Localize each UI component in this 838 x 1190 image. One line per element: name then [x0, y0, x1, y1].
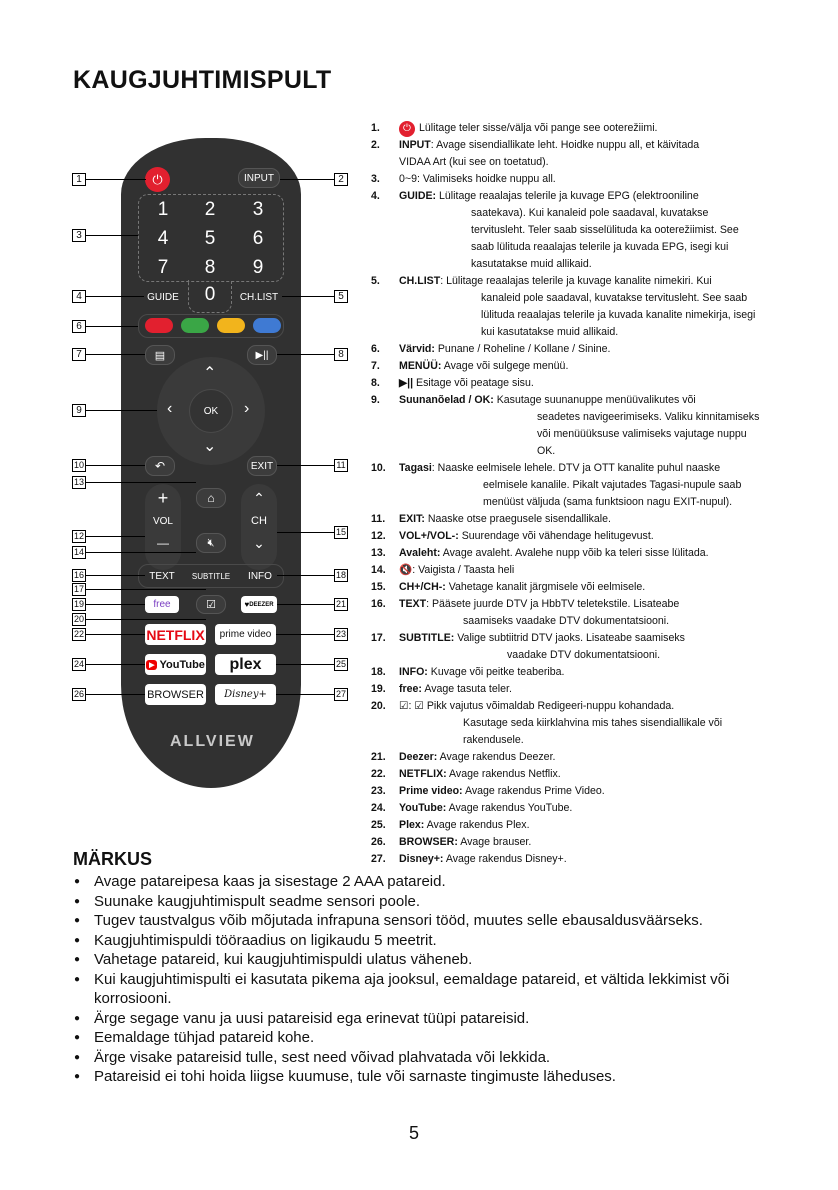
back-button[interactable]: ↶: [145, 456, 175, 476]
item-number: 20.: [371, 700, 386, 712]
note-item: [73, 950, 773, 970]
item-number: 12.: [371, 530, 386, 542]
mute-button[interactable]: 🔇︎: [196, 533, 226, 553]
youtube-label: YouTube: [159, 658, 205, 671]
page-title: KAUGJUHTIMISPULT: [73, 66, 332, 94]
list-item: [371, 630, 771, 664]
item-continuation: kasutatakse muid allikaid.: [471, 258, 592, 270]
list-item: [371, 766, 771, 783]
netflix-button[interactable]: NETFLIX: [145, 624, 206, 645]
note-item: [73, 1009, 773, 1029]
list-item: [371, 851, 771, 868]
callout-line: [277, 354, 334, 355]
callout-19: 19: [73, 599, 84, 609]
callout-27: 27: [335, 689, 346, 699]
list-item: [371, 562, 771, 579]
prime-video-button[interactable]: prime video: [215, 624, 276, 645]
callout-line: [86, 604, 145, 605]
callout-line: [282, 296, 334, 297]
deezer-label: DEEZER: [249, 601, 274, 608]
callout-line: [86, 619, 206, 620]
item-text: [399, 545, 709, 562]
item-description: : Naaske eelmisele lehele. DTV ja OTT kanalite puhul naaske: [431, 462, 721, 474]
right-arrow-icon[interactable]: ›: [244, 400, 250, 417]
item-label: EXIT:: [399, 513, 425, 525]
item-description: Avage brauser.: [457, 836, 532, 848]
digit-8-button[interactable]: 8: [204, 257, 216, 278]
item-description: Lülitage teler sisse/välja või pange see ooterežiimi.: [419, 122, 658, 134]
item-number: 8.: [371, 377, 380, 389]
bullet-icon: ●: [74, 876, 81, 887]
digit-3-button[interactable]: 3: [252, 199, 264, 220]
item-continuation: tervitusleht. Teler saab sisselülituda ka ooterežiimist. See: [471, 224, 739, 236]
list-item: [371, 800, 771, 817]
callout-5: 5: [334, 290, 348, 303]
button-descriptions-list: [371, 120, 771, 868]
item-continuation: kanaleid pole saadaval, kuvatakse tervitusleht. See saab: [481, 292, 748, 304]
note-item: [73, 1048, 773, 1068]
ch-up-icon[interactable]: ⌃: [253, 489, 265, 506]
item-continuation: menüüst väljuda (sama funktsioon nagu EXIT-nupul).: [483, 496, 733, 508]
note-item: [73, 872, 773, 892]
item-text: [399, 749, 555, 766]
callout-line: [86, 575, 145, 576]
item-continuation: või menüüüksuse valimiseks vajutage nuppu: [537, 428, 747, 440]
item-text: [399, 375, 534, 392]
item-description: Punane / Roheline / Kollane / Sinine.: [434, 343, 611, 355]
callout-line: [277, 604, 334, 605]
callout-line: [86, 536, 145, 537]
bullet-icon: ●: [74, 973, 81, 985]
item-number: 9.: [371, 394, 380, 406]
item-number: 3.: [371, 173, 380, 185]
item-label: Avaleht:: [399, 547, 441, 559]
item-label: Disney+:: [399, 853, 444, 865]
list-item: [371, 783, 771, 800]
ok-button[interactable]: OK: [189, 389, 233, 433]
edit-button[interactable]: ☑: [196, 595, 226, 614]
item-label: NETFLIX:: [399, 768, 447, 780]
callout-16: 16: [73, 570, 84, 580]
list-item: [371, 392, 771, 460]
item-text: [399, 766, 561, 783]
info-button[interactable]: INFO: [248, 570, 272, 582]
left-arrow-icon[interactable]: ‹: [167, 400, 173, 417]
item-number: 24.: [371, 802, 386, 814]
list-item: [371, 460, 771, 511]
item-text: [399, 137, 699, 171]
list-item: [371, 579, 771, 596]
item-number: 1.: [371, 122, 380, 134]
menu-button[interactable]: ▤: [145, 345, 175, 365]
home-button[interactable]: ⌂: [196, 488, 226, 508]
callout-line: [276, 694, 334, 695]
note-text: Vahetage patareid, kui kaugjuhtimispuldi ulatus väheneb.: [94, 951, 473, 968]
item-text: [399, 851, 567, 868]
item-continuation: vaadake DTV dokumentatsiooni.: [507, 649, 661, 661]
blue-button[interactable]: [253, 318, 281, 333]
plex-button[interactable]: plex: [215, 654, 276, 675]
digit-2-button[interactable]: 2: [204, 199, 216, 220]
deezer-button[interactable]: [241, 596, 277, 613]
item-number: 22.: [371, 768, 386, 780]
callout-13: 13: [73, 477, 84, 487]
note-text: Tugev taustvalgus võib mõjutada infrapuna sensori tööd, muutes selle ebausaldusväärseks.: [94, 912, 703, 929]
callout-15: 15: [335, 527, 346, 537]
youtube-button[interactable]: [145, 654, 206, 675]
item-description: Avage tasuta teler.: [421, 683, 512, 695]
item-text: [399, 579, 645, 596]
callout-line: [276, 634, 334, 635]
item-description: 🔇: Vaigista / Taasta heli: [399, 564, 515, 576]
item-number: 10.: [371, 462, 386, 474]
item-label: Tagasi: [399, 462, 432, 474]
item-continuation: OK.: [537, 445, 556, 457]
callout-12: 12: [73, 531, 84, 541]
item-text: [399, 664, 564, 681]
callout-21: 21: [335, 599, 346, 609]
note-item: [73, 1067, 773, 1087]
item-label: VOL+/VOL-:: [399, 530, 459, 542]
callout-14: 14: [73, 547, 84, 557]
callout-22: 22: [73, 629, 84, 639]
item-label: INPUT: [399, 139, 431, 151]
item-continuation: saatekava). Kui kanaleid pole saadaval, kuvatakse: [471, 207, 709, 219]
vol-plus-icon[interactable]: +: [157, 487, 169, 508]
item-text: [399, 800, 572, 817]
play-pause-button[interactable]: ▶||: [247, 345, 277, 365]
disney-button[interactable]: Disney+: [215, 684, 276, 705]
callout-25: 25: [335, 659, 346, 669]
down-arrow-icon[interactable]: ⌄: [203, 438, 217, 455]
item-text: [399, 120, 658, 137]
list-item: [371, 341, 771, 358]
callout-4: 4: [72, 290, 86, 303]
item-description: Avage avaleht. Avalehe nupp võib ka teleri sisse lülitada.: [440, 547, 709, 559]
notes-list: [73, 872, 773, 1087]
item-continuation: Kasutage seda kiirklahvina mis tahes sisendiallikale või: [463, 717, 723, 729]
bullet-icon: ●: [74, 1012, 81, 1024]
item-continuation: seadetes navigeerimiseks. Valiku kinnitamiseks: [537, 411, 760, 423]
item-number: 19.: [371, 683, 386, 695]
callout-9: 9: [72, 404, 86, 417]
note-text: Ärge visake patareisid tulle, sest need võivad plahvatada või lekkida.: [94, 1048, 551, 1066]
item-description: 0~9: Valimiseks hoidke nuppu all.: [399, 173, 556, 185]
item-number: 2.: [371, 139, 380, 151]
item-label: Värvid:: [399, 343, 435, 355]
item-description: Avage rakendus Prime Video.: [462, 785, 605, 797]
callout-line: [277, 532, 334, 533]
note-text: Avage patareipesa kaas ja sisestage 2 AAA patareid.: [94, 873, 446, 890]
item-number: 16.: [371, 598, 386, 610]
list-item: [371, 375, 771, 392]
callout-line: [86, 694, 145, 695]
item-text: [399, 341, 610, 358]
item-text: [399, 273, 755, 341]
item-label: BROWSER:: [399, 836, 458, 848]
callout-line: [86, 354, 145, 355]
item-description: Avage või sulgege menüü.: [441, 360, 569, 372]
callout-1: 1: [72, 173, 86, 186]
list-item: [371, 749, 771, 766]
list-item: [371, 358, 771, 375]
yellow-button[interactable]: [217, 318, 245, 333]
item-text: [399, 698, 722, 749]
chlist-button[interactable]: CH.LIST: [239, 291, 279, 303]
item-description: Naaske otse praegusele sisendallikale.: [424, 513, 611, 525]
callout-line: [86, 235, 138, 236]
item-description: Valige subtiitrid DTV jaoks. Lisateabe saamiseks: [454, 632, 685, 644]
item-text: [399, 817, 530, 834]
list-item: [371, 545, 771, 562]
item-label: YouTube:: [399, 802, 447, 814]
item-label: CH.LIST: [399, 275, 441, 287]
item-number: 6.: [371, 343, 380, 355]
item-label: SUBTITLE:: [399, 632, 455, 644]
list-item: [371, 273, 771, 341]
callout-line: [86, 664, 145, 665]
note-item: [73, 970, 773, 1009]
note-item: [73, 892, 773, 912]
power-button[interactable]: ⏻: [145, 167, 170, 192]
digit-5-button[interactable]: 5: [204, 228, 216, 249]
item-continuation: lülituda reaalajas telerile ja kuvada kanalite nimekirja, isegi: [481, 309, 756, 321]
item-description: ☑: ☑ Pikk vajutus võimaldab Redigeeri-nuppu kohandada.: [399, 700, 675, 712]
item-text: [399, 596, 679, 630]
item-continuation: VIDAA Art (kui see on toetatud).: [399, 156, 549, 168]
note-item: [73, 1028, 773, 1048]
callout-line: [86, 552, 196, 553]
item-number: 25.: [371, 819, 386, 831]
callout-3: 3: [72, 229, 86, 242]
item-continuation: saab lülituda reaalajas telerile ja kuvada EPG, isegi kui: [471, 241, 729, 253]
bullet-icon: ●: [74, 895, 81, 907]
list-item: [371, 664, 771, 681]
item-label: TEXT: [399, 598, 427, 610]
item-label: MENÜÜ:: [399, 360, 442, 372]
heart-icon: ♥: [244, 600, 250, 609]
digit-6-button[interactable]: 6: [252, 228, 264, 249]
note-text: Patareisid ei tohi hoida liigse kuumuse, tule või sarnaste tingimuste läheduses.: [94, 1068, 616, 1085]
item-continuation: kui kasutatakse muid allikaid.: [481, 326, 619, 338]
item-number: 4.: [371, 190, 380, 202]
item-text: [399, 681, 512, 698]
callout-line: [280, 179, 334, 180]
item-label: Plex:: [399, 819, 425, 831]
callout-20: 20: [73, 614, 84, 624]
item-label: ▶||: [399, 377, 414, 389]
item-description: Avage rakendus Netflix.: [446, 768, 561, 780]
up-arrow-icon[interactable]: ⌃: [203, 365, 217, 382]
item-text: [399, 188, 739, 273]
callout-line: [86, 634, 145, 635]
list-item: [371, 698, 771, 749]
item-description: Lülitage reaalajas telerile ja kuvage EPG (elektrooniline: [436, 190, 699, 202]
item-number: 27.: [371, 853, 386, 865]
input-button[interactable]: INPUT: [238, 168, 280, 188]
item-description: Avage rakendus Deezer.: [437, 751, 556, 763]
item-description: : Lülitage reaalajas telerile ja kuvage kanalite nimekiri. Kui: [440, 275, 712, 287]
callout-26: 26: [73, 689, 84, 699]
note-text: Eemaldage tühjad patareid kohe.: [94, 1029, 315, 1046]
red-button[interactable]: [145, 318, 173, 333]
list-item: [371, 681, 771, 698]
digit-0-button[interactable]: 0: [204, 284, 216, 305]
subtitle-button[interactable]: SUBTITLE: [191, 571, 231, 581]
item-description: Esitage või peatage sisu.: [413, 377, 534, 389]
item-number: 26.: [371, 836, 386, 848]
callout-7: 7: [72, 348, 86, 361]
note-text: Ärge segage vanu ja uusi patareisid ega erinevat tüüpi patareisid.: [94, 1009, 530, 1027]
callout-line: [277, 575, 334, 576]
callout-24: 24: [73, 659, 84, 669]
item-number: 7.: [371, 360, 380, 372]
callout-11: 11: [334, 459, 348, 472]
callout-line: [86, 465, 145, 466]
item-description: Vahetage kanalit järgmisele või eelmisele.: [445, 581, 646, 593]
page-number: 5: [409, 1123, 420, 1143]
list-item: [371, 834, 771, 851]
vol-label: VOL: [152, 515, 173, 527]
item-text: [399, 358, 568, 375]
digit-7-button[interactable]: 7: [157, 257, 169, 278]
callout-6: 6: [72, 320, 86, 333]
list-item: [371, 511, 771, 528]
list-item: [371, 188, 771, 273]
callout-18: 18: [335, 570, 346, 580]
note-item: [73, 911, 773, 931]
item-label: CH+/CH-:: [399, 581, 446, 593]
list-item: [371, 120, 771, 137]
exit-button[interactable]: EXIT: [247, 456, 277, 476]
note-text: Kaugjuhtimispuldi tööraadius on ligikaudu 5 meetrit.: [94, 931, 437, 949]
item-label: Deezer:: [399, 751, 438, 763]
item-description: Avage rakendus YouTube.: [446, 802, 573, 814]
list-item: [371, 528, 771, 545]
bullet-icon: ●: [74, 915, 81, 926]
item-text: [399, 834, 531, 851]
item-number: 11.: [371, 513, 386, 525]
digit-4-button[interactable]: 4: [157, 228, 169, 249]
note-text: Kui kaugjuhtimispulti ei kasutata pikema aja jooksul, eemaldage patareid, et vältida lekkimist või korrosiooni.: [94, 970, 730, 1007]
vol-minus-icon[interactable]: —: [157, 536, 169, 550]
guide-button[interactable]: GUIDE: [147, 291, 179, 303]
item-continuation: rakendusele.: [463, 734, 524, 746]
callout-line: [86, 589, 206, 590]
digit-1-button[interactable]: 1: [157, 199, 169, 220]
item-text: [399, 528, 654, 545]
callout-line: [86, 296, 144, 297]
green-button[interactable]: [181, 318, 209, 333]
free-button[interactable]: free: [145, 596, 179, 613]
item-description: Kuvage või peitke teaberiba.: [427, 666, 565, 678]
browser-button[interactable]: BROWSER: [145, 684, 206, 705]
item-label: Prime video:: [399, 785, 463, 797]
item-number: 21.: [371, 751, 386, 763]
list-item: [371, 171, 771, 188]
bullet-icon: ●: [74, 1032, 81, 1043]
bullet-icon: ●: [74, 954, 81, 965]
item-text: [399, 171, 556, 188]
item-description: Avage rakendus Plex.: [424, 819, 530, 831]
item-number: 14.: [371, 564, 386, 576]
callout-line: [277, 465, 334, 466]
item-label: free:: [399, 683, 422, 695]
item-number: 17.: [371, 632, 386, 644]
item-number: 18.: [371, 666, 386, 678]
item-description: Kasutage suunanuppe menüüvalikutes või: [493, 394, 696, 406]
power-icon: ⏻: [399, 121, 415, 137]
note-text: Suunake kaugjuhtimispult seadme sensori poole.: [94, 892, 421, 910]
item-continuation: eelmisele kanalile. Pikalt vajutades Tagasi-nupule saab: [483, 479, 742, 491]
callout-2: 2: [334, 173, 348, 186]
item-description: Suurendage või vähendage helitugevust.: [458, 530, 654, 542]
item-number: 15.: [371, 581, 386, 593]
item-text: [399, 562, 514, 579]
list-item: [371, 137, 771, 171]
ch-label: CH: [251, 515, 267, 527]
item-text: [399, 630, 685, 664]
item-text: [399, 392, 759, 460]
callout-8: 8: [334, 348, 348, 361]
item-continuation: saamiseks vaadake DTV dokumentatsiooni.: [463, 615, 670, 627]
item-text: [399, 511, 611, 528]
item-label: Suunanõelad / OK:: [399, 394, 494, 406]
callout-line: [86, 179, 146, 180]
callout-line: [86, 410, 157, 411]
notes-title: MÄRKUS: [73, 849, 152, 869]
note-item: [73, 931, 773, 951]
item-text: [399, 783, 605, 800]
callout-line: [276, 664, 334, 665]
item-text: [399, 460, 741, 511]
item-description: : Pääsete juurde DTV ja HbbTV teletekstile. Lisateabe: [426, 598, 680, 610]
bullet-icon: ●: [74, 1071, 81, 1082]
item-description: Avage rakendus Disney+.: [443, 853, 567, 865]
callout-line: [86, 482, 196, 483]
list-item: [371, 596, 771, 630]
callout-17: 17: [73, 584, 84, 594]
item-description: : Avage sisendiallikate leht. Hoidke nuppu all, et käivitada: [430, 139, 700, 151]
item-number: 23.: [371, 785, 386, 797]
list-item: [371, 817, 771, 834]
callout-line: [86, 326, 138, 327]
item-number: 13.: [371, 547, 386, 559]
callout-10: 10: [73, 460, 84, 470]
digit-9-button[interactable]: 9: [252, 257, 264, 278]
item-number: 5.: [371, 275, 380, 287]
text-button[interactable]: TEXT: [149, 570, 175, 582]
allview-logo: ALLVIEW: [170, 733, 255, 750]
bullet-icon: ●: [74, 934, 81, 946]
ch-down-icon[interactable]: ⌄: [253, 534, 265, 551]
bullet-icon: ●: [74, 1051, 81, 1063]
item-label: INFO:: [399, 666, 428, 678]
youtube-play-icon: ▶: [146, 660, 157, 670]
item-label: GUIDE:: [399, 190, 437, 202]
callout-23: 23: [335, 629, 346, 639]
